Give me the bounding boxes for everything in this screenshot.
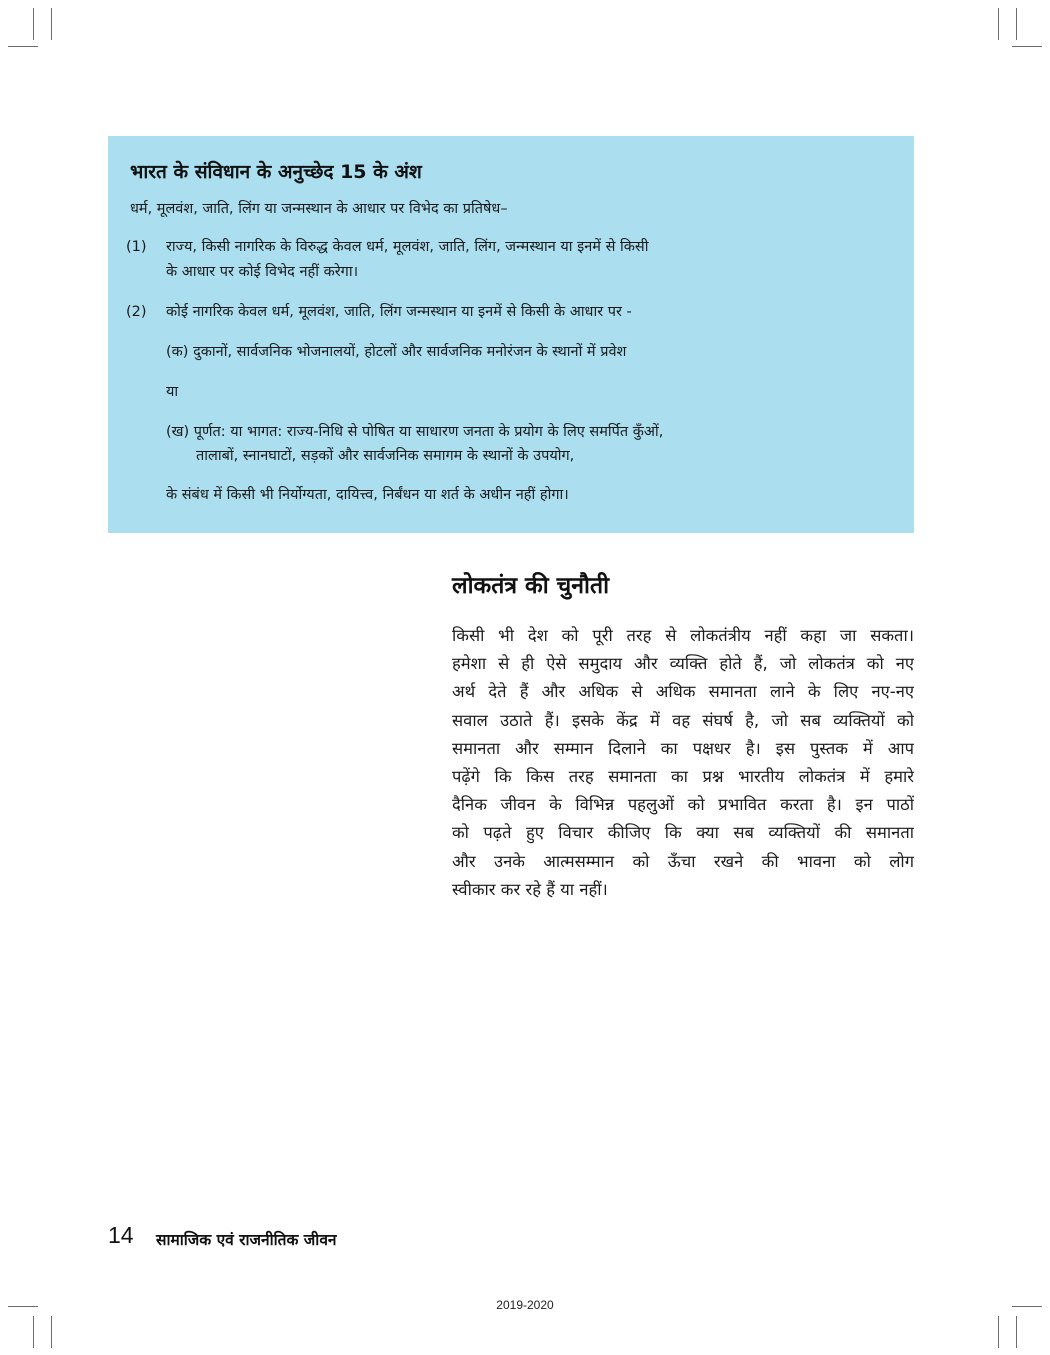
section-heading: लोकतंत्र की चुनौती — [452, 573, 610, 599]
or-label: या — [166, 384, 179, 400]
clause-number: (1) — [126, 239, 147, 255]
sub-clause-label: (क) — [166, 344, 189, 360]
crop-mark — [1016, 8, 1017, 40]
clause-2-closing — [166, 484, 569, 507]
sub-clause-label: (ख) — [166, 424, 190, 440]
sub-clause-a — [166, 341, 626, 364]
sub-clause-b-continued — [196, 445, 574, 468]
crop-mark — [33, 8, 34, 40]
book-title: सामाजिक एवं राजनीतिक जीवन — [156, 1231, 337, 1249]
clause-text: के आधार पर कोई विभेद नहीं करेगा। — [166, 264, 359, 280]
clause-2 — [126, 301, 632, 324]
box-intro-text: धर्म, मूलवंश, जाति, लिंग या जन्मस्थान के आधार पर विभेद का प्रतिषेध– — [130, 201, 508, 217]
paragraph-line: अर्थ देते हैं और अधिक से अधिक समानता लाने के लिए नए-नए — [452, 682, 914, 702]
paragraph-line: हमेशा से ही ऐसे समुदाय और व्यक्ति होते हैं, जो लोकतंत्र को नए — [452, 654, 914, 674]
article-15-box — [108, 136, 914, 533]
sub-clause-text: पूर्णत: या भागत: राज्य-निधि से पोषित या साधारण जनता के प्रयोग के लिए समर्पित कुँओं, — [193, 424, 664, 440]
crop-mark — [33, 1316, 34, 1348]
paragraph-line: दैनिक जीवन के विभिन्न पहलुओं को प्रभावित करता है। इन पाठों — [452, 795, 914, 815]
paragraph-line: समानता और सम्मान दिलाने का पक्षधर है। इस पुस्तक में आप — [452, 738, 914, 758]
section-paragraph — [452, 622, 914, 904]
paragraph-line: सवाल उठाते हैं। इसके केंद्र में वह संघर्ष है, जो सब व्यक्तियों को — [452, 710, 914, 730]
paragraph-line: स्वीकार कर रहे हैं या नहीं। — [452, 879, 608, 899]
crop-mark — [51, 1316, 52, 1348]
sub-clause-text: तालाबों, स्नानघाटों, सड़कों और सार्वजनिक समागम के स्थानों के उपयोग, — [196, 448, 575, 464]
crop-mark — [998, 1316, 999, 1348]
crop-mark — [1016, 1316, 1017, 1348]
crop-mark — [1012, 46, 1042, 47]
sub-clause-text: दुकानों, सार्वजनिक भोजनालयों, होटलों और सार्वजनिक मनोरंजन के स्थानों में प्रवेश — [193, 344, 627, 360]
paragraph-line: और उनके आत्मसम्मान को ऊँचा रखने की भावना को लोग — [452, 851, 914, 871]
clause-1-continued — [166, 261, 358, 284]
crop-mark — [8, 46, 38, 47]
clause-text: राज्य, किसी नागरिक के विरुद्ध केवल धर्म, मूलवंश, जाति, लिंग, जन्मस्थान या इनमें से किसी — [166, 239, 649, 255]
paragraph-line: को पढ़ते हुए विचार कीजिए कि क्या सब व्यक्तियों की समानता — [452, 823, 914, 843]
paragraph-line: किसी भी देश को पूरी तरह से लोकतंत्रीय नहीं कहा जा सकता। — [452, 626, 914, 645]
clause-number: (2) — [126, 304, 147, 320]
clause-1 — [126, 236, 648, 259]
crop-mark — [998, 8, 999, 40]
or-text — [166, 381, 178, 404]
page-number: 14 — [108, 1222, 134, 1248]
box-title: भारत के संविधान के अनुच्छेद 15 के अंश — [130, 161, 422, 183]
sub-clause-b — [166, 421, 663, 444]
box-intro — [130, 198, 508, 221]
crop-mark — [51, 8, 52, 40]
paragraph-line: पढ़ेंगे कि किस तरह समानता का प्रश्न भारतीय लोकतंत्र में हमारे — [452, 766, 914, 786]
clause-text: कोई नागरिक केवल धर्म, मूलवंश, जाति, लिंग जन्मस्थान या इनमें से किसी के आधार पर - — [166, 304, 632, 320]
year-stamp: 2019-2020 — [496, 1298, 554, 1312]
closing-text: के संबंध में किसी भी निर्योग्यता, दायित्त्व, निर्बंधन या शर्त के अधीन नहीं होगा। — [166, 487, 569, 503]
